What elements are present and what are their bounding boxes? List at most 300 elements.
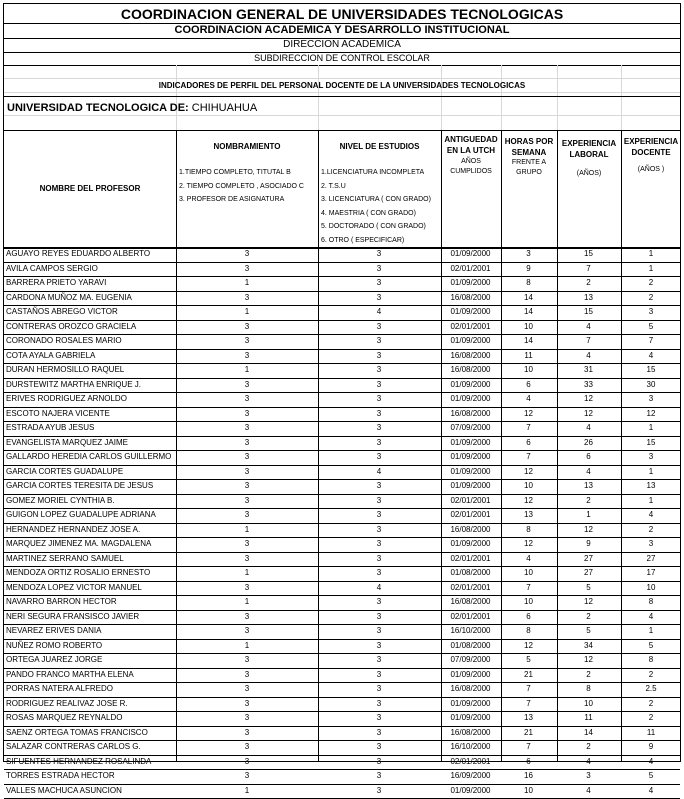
nivel-value: 3	[318, 278, 440, 287]
nivel-value: 3	[318, 742, 440, 751]
horas-value: 6	[501, 438, 556, 447]
horas-value: 7	[501, 423, 556, 432]
nivel-value: 3	[318, 510, 440, 519]
table-row	[4, 466, 680, 481]
table-row	[4, 248, 680, 263]
nombramiento-value: 3	[176, 655, 318, 664]
antiguedad-value: 01/09/2000	[441, 670, 500, 679]
exp-laboral-value: 4	[557, 423, 620, 432]
nivel-value: 3	[318, 568, 440, 577]
nivel-value: 3	[318, 554, 440, 563]
horas-value: 13	[501, 713, 556, 722]
teacher-name: AGUAYO REYES EDUARDO ALBERTO	[6, 249, 150, 258]
exp-docente-value: 1	[621, 423, 681, 432]
header-exp-laboral-title: EXPERIENCIA LABORAL	[557, 138, 621, 160]
nombramiento-value: 3	[176, 728, 318, 737]
nombramiento-value: 3	[176, 699, 318, 708]
antiguedad-value: 16/08/2000	[441, 409, 500, 418]
exp-laboral-value: 12	[557, 409, 620, 418]
teacher-name: DURSTEWITZ MARTHA ENRIQUE J.	[6, 380, 141, 389]
nombramiento-value: 1	[176, 597, 318, 606]
nombramiento-value: 3	[176, 380, 318, 389]
teacher-name: GARCIA CORTES GUADALUPE	[6, 467, 123, 476]
exp-laboral-value: 4	[557, 467, 620, 476]
header-antiguedad-title: ANTIGUEDAD EN LA UTCH	[441, 134, 501, 156]
exp-laboral-value: 15	[557, 249, 620, 258]
table-row	[4, 553, 680, 568]
horas-value: 12	[501, 467, 556, 476]
teacher-name: GARCIA CORTES TERESITA DE JESUS	[6, 481, 153, 490]
nivel-value: 3	[318, 728, 440, 737]
nombramiento-value: 1	[176, 786, 318, 795]
table-row	[4, 756, 680, 771]
nivel-value: 3	[318, 365, 440, 374]
antiguedad-value: 07/09/2000	[441, 423, 500, 432]
exp-docente-value: 13	[621, 481, 681, 490]
exp-docente-value: 1	[621, 249, 681, 258]
nombramiento-value: 1	[176, 278, 318, 287]
teacher-name: GOMEZ MORIEL CYNTHIA B.	[6, 496, 115, 505]
horas-value: 5	[501, 655, 556, 664]
table-row	[4, 712, 680, 727]
exp-docente-value: 3	[621, 307, 681, 316]
horas-value: 8	[501, 278, 556, 287]
nivel-value: 3	[318, 336, 440, 345]
teacher-name: MENDOZA ORTIZ ROSALIO ERNESTO	[6, 568, 150, 577]
table-row	[4, 306, 680, 321]
exp-laboral-value: 12	[557, 394, 620, 403]
header-nivel-cell	[318, 130, 441, 248]
nombramiento-value: 3	[176, 554, 318, 563]
exp-laboral-value: 11	[557, 713, 620, 722]
exp-laboral-value: 7	[557, 264, 620, 273]
header-name: NOMBRE DEL PROFESOR	[4, 184, 176, 193]
exp-docente-value: 1	[621, 264, 681, 273]
antiguedad-value: 01/09/2000	[441, 481, 500, 490]
exp-docente-value: 4	[621, 510, 681, 519]
teacher-name: NAVARRO BARRON HECTOR	[6, 597, 117, 606]
exp-docente-value: 4	[621, 757, 681, 766]
teacher-name: CASTAÑOS ABREGO VICTOR	[6, 307, 118, 316]
nivel-value: 3	[318, 757, 440, 766]
exp-docente-value: 4	[621, 612, 681, 621]
horas-value: 6	[501, 757, 556, 766]
exp-laboral-value: 26	[557, 438, 620, 447]
exp-docente-value: 5	[621, 322, 681, 331]
exp-laboral-value: 2	[557, 612, 620, 621]
teacher-name: ERIVES RODRIGUEZ ARNOLDO	[6, 394, 127, 403]
table-row	[4, 451, 680, 466]
horas-value: 10	[501, 597, 556, 606]
nombramiento-option: 2. TIEMPO COMPLETO , ASOCIADO C	[179, 180, 304, 194]
table-row	[4, 277, 680, 292]
antiguedad-value: 01/09/2000	[441, 438, 500, 447]
exp-laboral-value: 6	[557, 452, 620, 461]
exp-docente-value: 3	[621, 452, 681, 461]
nombramiento-value: 3	[176, 264, 318, 273]
antiguedad-value: 16/08/2000	[441, 728, 500, 737]
antiguedad-value: 16/08/2000	[441, 365, 500, 374]
exp-docente-value: 3	[621, 394, 681, 403]
table-row	[4, 321, 680, 336]
teacher-name: CARDONA MUÑOZ MA. EUGENIA	[6, 293, 132, 302]
nombramiento-value: 3	[176, 684, 318, 693]
antiguedad-value: 02/01/2001	[441, 583, 500, 592]
table-row	[4, 509, 680, 524]
exp-docente-value: 4	[621, 351, 681, 360]
teacher-name: HERNANDEZ HERNANDEZ JOSE A.	[6, 525, 140, 534]
header-horas-title: HORAS POR SEMANA	[501, 136, 557, 158]
teacher-name: ORTEGA JUAREZ JORGE	[6, 655, 102, 664]
nombramiento-value: 3	[176, 742, 318, 751]
report-main-title: COORDINACION GENERAL DE UNIVERSIDADES TECNOLOGICAS	[4, 6, 680, 22]
exp-docente-value: 3	[621, 539, 681, 548]
exp-docente-value: 1	[621, 496, 681, 505]
nombramiento-value: 3	[176, 336, 318, 345]
exp-laboral-value: 4	[557, 322, 620, 331]
table-row	[4, 596, 680, 611]
horas-value: 12	[501, 496, 556, 505]
table-row	[4, 567, 680, 582]
antiguedad-value: 02/01/2001	[441, 554, 500, 563]
horas-value: 14	[501, 307, 556, 316]
nombramiento-value: 3	[176, 249, 318, 258]
teacher-name: CORONADO ROSALES MARIO	[6, 336, 122, 345]
nombramiento-value: 3	[176, 757, 318, 766]
horas-value: 8	[501, 626, 556, 635]
antiguedad-value: 02/01/2001	[441, 264, 500, 273]
nombramiento-value: 3	[176, 771, 318, 780]
exp-docente-value: 2	[621, 713, 681, 722]
antiguedad-value: 16/10/2000	[441, 626, 500, 635]
nivel-value: 3	[318, 481, 440, 490]
exp-laboral-value: 4	[557, 351, 620, 360]
table-row	[4, 524, 680, 539]
exp-laboral-value: 4	[557, 786, 620, 795]
antiguedad-value: 01/09/2000	[441, 467, 500, 476]
exp-docente-value: 2	[621, 293, 681, 302]
teacher-name: ESCOTO NAJERA VICENTE	[6, 409, 110, 418]
nivel-value: 3	[318, 655, 440, 664]
horas-value: 9	[501, 264, 556, 273]
teacher-name: PORRAS NATERA ALFREDO	[6, 684, 113, 693]
exp-docente-value: 2	[621, 525, 681, 534]
nombramiento-value: 3	[176, 670, 318, 679]
table-row	[4, 669, 680, 684]
header-exp-laboral-cell	[557, 130, 621, 248]
horas-value: 14	[501, 336, 556, 345]
nivel-value: 3	[318, 380, 440, 389]
exp-laboral-value: 27	[557, 568, 620, 577]
nivel-value: 3	[318, 322, 440, 331]
exp-docente-value: 9	[621, 742, 681, 751]
exp-docente-value: 15	[621, 365, 681, 374]
teacher-name: MENDOZA LOPEZ VICTOR MANUEL	[6, 583, 142, 592]
nombramiento-value: 3	[176, 467, 318, 476]
exp-laboral-value: 12	[557, 655, 620, 664]
nombramiento-option: 3. PROFESOR DE ASIGNATURA	[179, 193, 304, 207]
horas-value: 11	[501, 351, 556, 360]
header-horas-cell	[501, 130, 557, 248]
horas-value: 21	[501, 728, 556, 737]
table-row	[4, 698, 680, 713]
antiguedad-value: 16/08/2000	[441, 597, 500, 606]
teacher-name: DURAN HERMOSILLO RAQUEL	[6, 365, 124, 374]
horas-value: 7	[501, 684, 556, 693]
exp-laboral-value: 2	[557, 742, 620, 751]
antiguedad-value: 02/01/2001	[441, 510, 500, 519]
nivel-value: 3	[318, 626, 440, 635]
table-row	[4, 437, 680, 452]
nombramiento-value: 1	[176, 365, 318, 374]
table-row	[4, 335, 680, 350]
header-name-cell	[4, 130, 176, 248]
exp-laboral-value: 1	[557, 510, 620, 519]
header-horas-sub: FRENTE A GRUPO	[501, 158, 557, 178]
nombramiento-value: 3	[176, 612, 318, 621]
nombramiento-value: 3	[176, 293, 318, 302]
antiguedad-value: 01/09/2000	[441, 786, 500, 795]
nombramiento-option: 1.TIEMPO COMPLETO, TITUTAL B	[179, 166, 304, 180]
table-row	[4, 393, 680, 408]
exp-laboral-value: 4	[557, 757, 620, 766]
exp-laboral-value: 2	[557, 496, 620, 505]
nivel-value: 3	[318, 409, 440, 418]
exp-laboral-value: 31	[557, 365, 620, 374]
nivel-value: 3	[318, 670, 440, 679]
nivel-value: 3	[318, 249, 440, 258]
teacher-name: VALLES MACHUCA ASUNCION	[6, 786, 122, 795]
report-subtitle-3: SUBDIRECCION DE CONTROL ESCOLAR	[4, 53, 680, 63]
teacher-name: BARRERA PRIETO YARAVI	[6, 278, 106, 287]
exp-docente-value: 30	[621, 380, 681, 389]
antiguedad-value: 02/01/2001	[441, 496, 500, 505]
exp-laboral-value: 5	[557, 626, 620, 635]
nivel-value: 3	[318, 496, 440, 505]
exp-docente-value: 1	[621, 626, 681, 635]
antiguedad-value: 16/08/2000	[441, 351, 500, 360]
exp-laboral-value: 13	[557, 293, 620, 302]
nivel-value: 3	[318, 452, 440, 461]
horas-value: 7	[501, 699, 556, 708]
table-row	[4, 364, 680, 379]
header-exp-docente-cell	[621, 130, 681, 248]
nivel-value: 3	[318, 612, 440, 621]
nivel-value: 4	[318, 467, 440, 476]
antiguedad-value: 01/08/2000	[441, 568, 500, 577]
table-row	[4, 640, 680, 655]
nivel-value: 3	[318, 684, 440, 693]
nombramiento-value: 3	[176, 713, 318, 722]
nivel-value: 3	[318, 525, 440, 534]
exp-docente-value: 2	[621, 278, 681, 287]
header-exp-laboral-sub: (AÑOS)	[557, 170, 621, 177]
nivel-value: 3	[318, 394, 440, 403]
nivel-value: 3	[318, 786, 440, 795]
teacher-name: COTA AYALA GABRIELA	[6, 351, 95, 360]
exp-docente-value: 11	[621, 728, 681, 737]
exp-docente-value: 8	[621, 597, 681, 606]
nivel-value: 3	[318, 713, 440, 722]
nivel-value: 3	[318, 597, 440, 606]
nivel-value: 4	[318, 307, 440, 316]
teacher-name: SALAZAR CONTRERAS CARLOS G.	[6, 742, 141, 751]
antiguedad-value: 02/01/2001	[441, 322, 500, 331]
exp-docente-value: 1	[621, 467, 681, 476]
horas-value: 7	[501, 742, 556, 751]
header-nombramiento-cell	[176, 130, 318, 248]
exp-docente-value: 2	[621, 699, 681, 708]
nivel-option: 6. OTRO ( ESPECIFICAR)	[321, 234, 431, 248]
header-exp-docente-title: EXPERIENCIA DOCENTE	[621, 136, 681, 158]
teacher-name: MARTINEZ SERRANO SAMUEL	[6, 554, 124, 563]
horas-value: 7	[501, 583, 556, 592]
exp-docente-value: 10	[621, 583, 681, 592]
exp-laboral-value: 9	[557, 539, 620, 548]
exp-laboral-value: 12	[557, 597, 620, 606]
table-row	[4, 292, 680, 307]
horas-value: 8	[501, 525, 556, 534]
exp-docente-value: 7	[621, 336, 681, 345]
nombramiento-value: 3	[176, 438, 318, 447]
table-row	[4, 683, 680, 698]
exp-docente-value: 17	[621, 568, 681, 577]
teacher-name: SIFUENTES HERNANDEZ ROSALINDA	[6, 757, 151, 766]
table-row	[4, 611, 680, 626]
table-header	[4, 130, 680, 248]
horas-value: 10	[501, 365, 556, 374]
nivel-options	[321, 166, 431, 247]
exp-laboral-value: 27	[557, 554, 620, 563]
horas-value: 7	[501, 452, 556, 461]
exp-laboral-value: 8	[557, 684, 620, 693]
nombramiento-value: 3	[176, 394, 318, 403]
university-label: UNIVERSIDAD TECNOLOGICA DE:	[7, 102, 189, 114]
horas-value: 3	[501, 249, 556, 258]
nivel-value: 3	[318, 264, 440, 273]
table-row	[4, 582, 680, 597]
nombramiento-value: 3	[176, 583, 318, 592]
nivel-value: 3	[318, 293, 440, 302]
table-row	[4, 625, 680, 640]
table-row	[4, 408, 680, 423]
nivel-value: 3	[318, 771, 440, 780]
antiguedad-value: 01/09/2000	[441, 713, 500, 722]
table-row	[4, 495, 680, 510]
horas-value: 10	[501, 322, 556, 331]
exp-laboral-value: 33	[557, 380, 620, 389]
exp-docente-value: 8	[621, 655, 681, 664]
nombramiento-value: 1	[176, 568, 318, 577]
teacher-name: TORRES ESTRADA HECTOR	[6, 771, 115, 780]
horas-value: 6	[501, 380, 556, 389]
exp-laboral-value: 7	[557, 336, 620, 345]
table-row	[4, 727, 680, 742]
exp-laboral-value: 5	[557, 583, 620, 592]
exp-docente-value: 12	[621, 409, 681, 418]
nombramiento-options	[179, 166, 304, 207]
exp-laboral-value: 3	[557, 771, 620, 780]
nombramiento-value: 3	[176, 510, 318, 519]
nivel-option: 4. MAESTRIA ( CON GRADO)	[321, 207, 431, 221]
nombramiento-value: 3	[176, 539, 318, 548]
exp-docente-value: 2	[621, 670, 681, 679]
horas-value: 12	[501, 409, 556, 418]
table-row	[4, 654, 680, 669]
antiguedad-value: 01/09/2000	[441, 249, 500, 258]
header-nombramiento-title: NOMBRAMIENTO	[176, 142, 318, 151]
nombramiento-value: 3	[176, 481, 318, 490]
nombramiento-value: 3	[176, 423, 318, 432]
antiguedad-value: 01/09/2000	[441, 336, 500, 345]
teacher-name: NERI SEGURA FRANSISCO JAVIER	[6, 612, 139, 621]
antiguedad-value: 01/08/2000	[441, 641, 500, 650]
nivel-option: 5. DOCTORADO ( CON GRADO)	[321, 220, 431, 234]
nivel-value: 3	[318, 641, 440, 650]
antiguedad-value: 01/09/2000	[441, 278, 500, 287]
header-antiguedad-sub: AÑOS CUMPLIDOS	[441, 157, 501, 177]
antiguedad-value: 01/09/2000	[441, 452, 500, 461]
antiguedad-value: 16/08/2000	[441, 684, 500, 693]
table-row	[4, 538, 680, 553]
report-sheet	[3, 3, 681, 762]
antiguedad-value: 16/09/2000	[441, 771, 500, 780]
table-row	[4, 422, 680, 437]
report-subtitle-2: DIRECCION ACADEMICA	[4, 39, 680, 50]
teacher-name: CONTRERAS OROZCO GRACIELA	[6, 322, 136, 331]
nivel-value: 3	[318, 699, 440, 708]
teacher-name: NEVAREZ ERIVES DANIA	[6, 626, 101, 635]
nombramiento-value: 3	[176, 322, 318, 331]
table-row	[4, 480, 680, 495]
nivel-option: 1.LICENCIATURA INCOMPLETA	[321, 166, 431, 180]
nivel-value: 3	[318, 423, 440, 432]
nombramiento-value: 3	[176, 496, 318, 505]
antiguedad-value: 01/09/2000	[441, 699, 500, 708]
horas-value: 4	[501, 394, 556, 403]
exp-docente-value: 4	[621, 786, 681, 795]
nombramiento-value: 3	[176, 351, 318, 360]
antiguedad-value: 16/10/2000	[441, 742, 500, 751]
nombramiento-value: 3	[176, 409, 318, 418]
table-row	[4, 770, 680, 785]
teacher-name: ROSAS MARQUEZ REYNALDO	[6, 713, 122, 722]
horas-value: 21	[501, 670, 556, 679]
antiguedad-value: 16/08/2000	[441, 525, 500, 534]
nombramiento-value: 1	[176, 641, 318, 650]
horas-value: 12	[501, 539, 556, 548]
header-antiguedad-cell	[441, 130, 501, 248]
horas-value: 13	[501, 510, 556, 519]
nivel-value: 3	[318, 438, 440, 447]
antiguedad-value: 07/09/2000	[441, 655, 500, 664]
antiguedad-value: 02/01/2001	[441, 612, 500, 621]
antiguedad-value: 01/09/2000	[441, 539, 500, 548]
teacher-table-body	[4, 248, 680, 799]
nivel-value: 4	[318, 583, 440, 592]
antiguedad-value: 01/09/2000	[441, 394, 500, 403]
teacher-name: ESTRADA AYUB JESUS	[6, 423, 94, 432]
exp-docente-value: 27	[621, 554, 681, 563]
horas-value: 10	[501, 786, 556, 795]
exp-docente-value: 5	[621, 771, 681, 780]
teacher-name: GUIGON LOPEZ GUADALUPE ADRIANA	[6, 510, 156, 519]
nombramiento-value: 3	[176, 626, 318, 635]
antiguedad-value: 16/08/2000	[441, 293, 500, 302]
horas-value: 6	[501, 612, 556, 621]
nombramiento-value: 3	[176, 452, 318, 461]
exp-laboral-value: 2	[557, 278, 620, 287]
